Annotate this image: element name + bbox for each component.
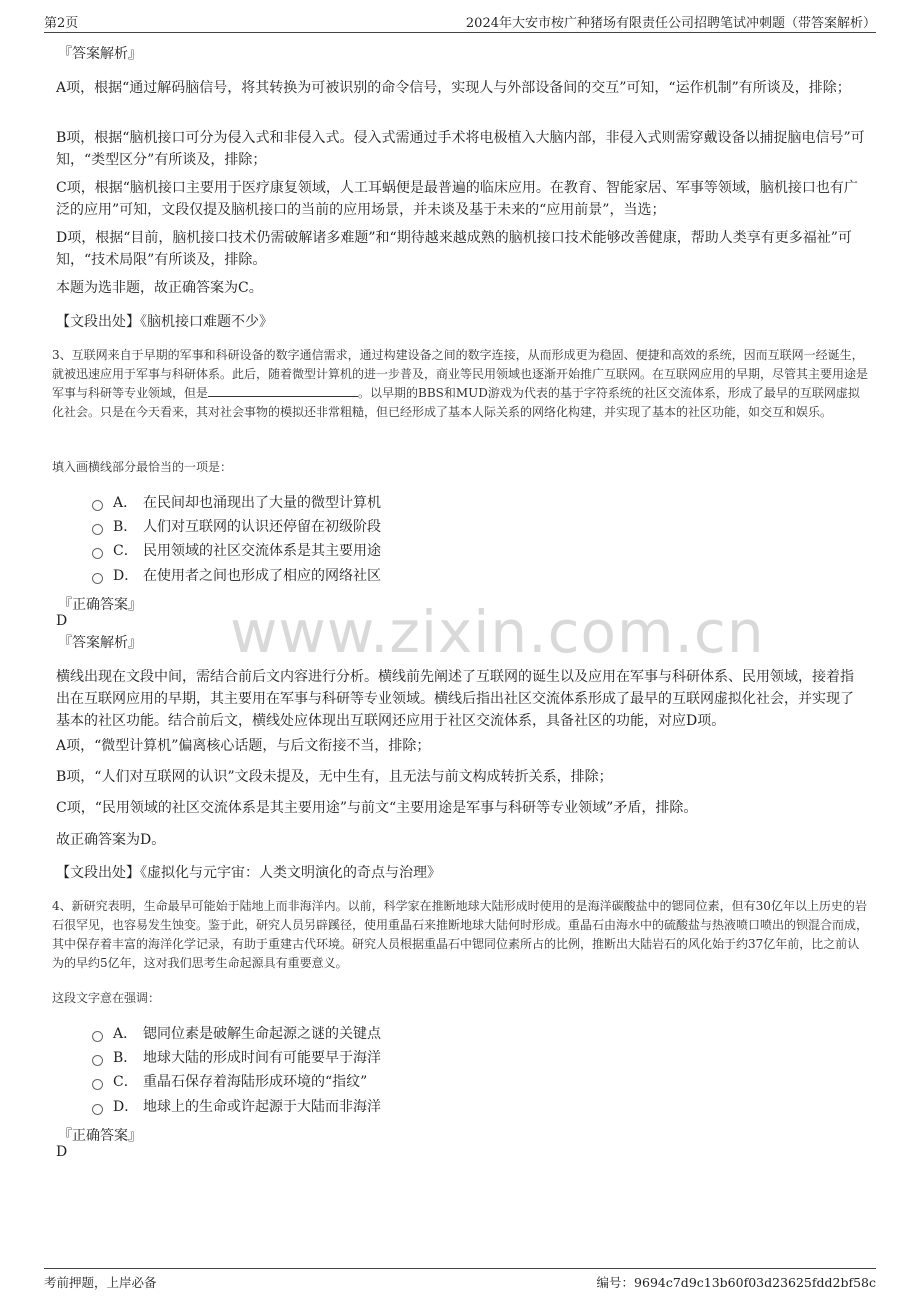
- correct-answer: D: [56, 613, 68, 629]
- option-text: 锶同位素是破解生命起源之谜的关键点: [143, 1026, 381, 1042]
- option-text: 在使用者之间也形成了相应的网络社区: [143, 568, 381, 584]
- analysis-label: 『答案解析』: [58, 46, 142, 62]
- option-key: C．: [113, 1074, 138, 1090]
- question-3-prompt: 填入画横线部分最恰当的一项是：: [52, 460, 233, 474]
- radio-icon[interactable]: [92, 524, 103, 535]
- source-citation: 【文段出处】《脑机接口难题不少》: [56, 314, 273, 330]
- correct-answer-label: 『正确答案』: [58, 1128, 142, 1144]
- analysis-option-c: C项，“民用领域的社区交流体系是其主要用途”与前文“主要用途是军事与科研等专业领域”矛盾，排除。: [56, 800, 698, 816]
- analysis-option-c: C项，根据“脑机接口主要用于医疗康复领域，人工耳蜗便是最普遍的临床应用。在教育、智能家居、军事等领域，脑机接口也有广泛的应用”可知，文段仅提及脑机接口的当前的应用场景，并未谈及基于未来的“应用前景”，当选；: [56, 180, 858, 218]
- option-text: 地球大陆的形成时间有可能要早于海洋: [143, 1050, 381, 1066]
- option-key: C．: [113, 543, 138, 559]
- page-header: [44, 10, 876, 33]
- document-id: 编号：9694c7d9c13b60f03d23625fdd2bf58c: [596, 1275, 876, 1290]
- analysis-option-b: B项，“人们对互联网的认识”文段未提及，无中生有，且无法与前文构成转折关系，排除；: [56, 769, 613, 785]
- footer-slogan: 考前押题，上岸必备: [44, 1275, 157, 1290]
- analysis-conclusion: 故正确答案为D。: [56, 832, 166, 848]
- correct-answer-label: 『正确答案』: [58, 597, 142, 613]
- option-key: B．: [113, 1050, 138, 1066]
- question-3-stem-after: 。以早期的BBS和MUD游戏为代表的基于字符系统的社区交流体系，形成了最早的互联网虚拟化社会。只是在今天看来，其对社会事物的模拟还非常粗糙，但已经形成了基本人际关系的网络化构建，并实现了基本的社区功能，如交互和娱乐。: [52, 386, 860, 419]
- option-key: A．: [113, 495, 138, 511]
- question-4-option-c[interactable]: [92, 1071, 367, 1093]
- correct-answer: D: [56, 1144, 68, 1160]
- page-number: 第2页: [44, 16, 79, 31]
- option-key: A．: [113, 1026, 138, 1042]
- analysis-label: 『答案解析』: [58, 635, 142, 651]
- radio-icon[interactable]: [92, 500, 103, 511]
- question-3-analysis: 横线出现在文段中间，需结合前后文内容进行分析。横线前先阐述了互联网的诞生以及应用在军事与科研体系、民用领域，接着指出在互联网应用的早期，其主要用在军事与科研等专业领域。横线后指出社区交流体系形成了最早的互联网虚拟化社会，并实现了基本的社区功能。结合前后文，横线处应体现出互联网还应用于社区交流体系，具备社区的功能，对应D项。: [56, 669, 854, 729]
- analysis-option-b: B项，根据“脑机接口可分为侵入式和非侵入式。侵入式需通过手术将电极植入大脑内部，非侵入式则需穿戴设备以捕捉脑电信号”可知，“类型区分”有所谈及，排除；: [56, 130, 865, 168]
- question-3-stem: [52, 346, 868, 422]
- option-key: D．: [113, 568, 139, 584]
- source-citation: 【文段出处】《虚拟化与元宇宙：人类文明演化的奇点与治理》: [56, 865, 441, 881]
- radio-icon[interactable]: [92, 1079, 103, 1090]
- option-text: 地球上的生命或许起源于大陆而非海洋: [143, 1099, 381, 1115]
- question-4-prompt: 这段文字意在强调：: [52, 991, 161, 1005]
- question-3-option-c[interactable]: [92, 540, 381, 562]
- question-4-option-d[interactable]: [92, 1096, 381, 1118]
- option-key: D．: [113, 1099, 139, 1115]
- analysis-conclusion: 本题为选非题，故正确答案为C。: [56, 280, 263, 296]
- question-3-option-b[interactable]: [92, 516, 381, 538]
- document-title: 2024年大安市桉广种猪场有限责任公司招聘笔试冲刺题（带答案解析）: [465, 16, 876, 31]
- question-3-option-d[interactable]: [92, 565, 381, 587]
- option-text: 人们对互联网的认识还停留在初级阶段: [143, 519, 381, 535]
- option-text: 重晶石保存着海陆形成环境的“指纹”: [143, 1074, 368, 1090]
- radio-icon[interactable]: [92, 1104, 103, 1115]
- question-3-option-a[interactable]: [92, 492, 381, 514]
- watermark: www.zixin.com.cn: [230, 598, 765, 666]
- radio-icon[interactable]: [92, 1055, 103, 1066]
- analysis-option-a: A项，“微型计算机”偏离核心话题，与后文衔接不当，排除；: [56, 738, 431, 754]
- option-text: 在民间却也涌现出了大量的微型计算机: [143, 495, 381, 511]
- option-text: 民用领域的社区交流体系是其主要用途: [143, 543, 381, 559]
- radio-icon[interactable]: [92, 573, 103, 584]
- question-3-stem-before: 3、互联网来自于早期的军事和科研设备的数字通信需求，通过构建设备之间的数字连接，从而形成更为稳固、便捷和高效的系统，因而互联网一经诞生，就被迅速应用于军事与科研体系。此后，随着微型计算机的进一步普及，商业等民用领域也逐渐开始推广互联网。在互联网应用的早期，尽管其主要用途是军事与科研等专业领域，但是: [52, 348, 869, 400]
- radio-icon[interactable]: [92, 548, 103, 559]
- fill-blank-line: [208, 384, 358, 397]
- analysis-option-d: D项，根据“目前，脑机接口技术仍需破解诸多难题”和“期待越来越成熟的脑机接口技术能够改善健康，帮助人类享有更多福祉”可知，“技术局限”有所谈及，排除。: [56, 230, 852, 268]
- question-4-stem: 4、新研究表明，生命最早可能始于陆地上而非海洋内。以前，科学家在推断地球大陆形成时使用的是海洋碳酸盐中的锶同位素，但有30亿年以上历史的岩石很罕见，也容易发生蚀变。鉴于此，研究人员另辟蹊径，使用重晶石来推断地球大陆何时形成。重晶石由海水中的硫酸盐与热液喷口喷出的钡混合而成，其中保存着丰富的海洋化学记录，有助于重建古代环境。研究人员根据重晶石中锶同位素所占的比例，推断出大陆岩石的风化始于约37亿年前，比之前认为的早约5亿年，这对我们思考生命起源具有重要意义。: [52, 899, 869, 970]
- question-4-option-a[interactable]: [92, 1023, 381, 1045]
- question-4-option-b[interactable]: [92, 1047, 381, 1069]
- analysis-option-a: A项，根据“通过解码脑信号，将其转换为可被识别的命令信号，实现人与外部设备间的交互”可知，“运作机制”有所谈及，排除；: [56, 80, 851, 96]
- radio-icon[interactable]: [92, 1031, 103, 1042]
- option-key: B．: [113, 519, 138, 535]
- page-footer: [44, 1268, 876, 1291]
